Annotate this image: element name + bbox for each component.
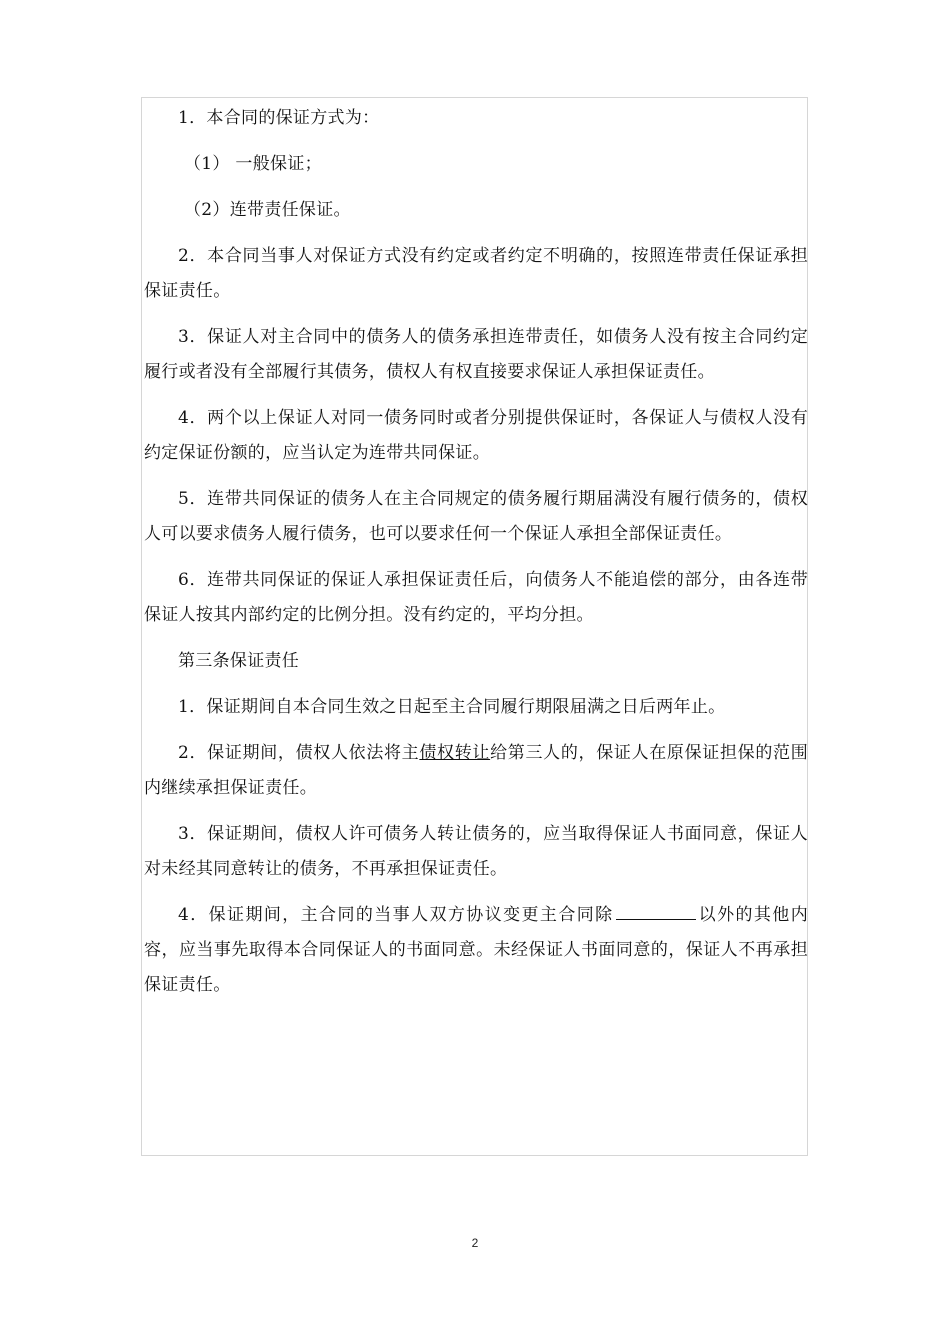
fill-in-blank[interactable]: [616, 901, 696, 920]
article3-clause-3: 3．保证期间，债权人许可债务人转让债务的，应当取得保证人书面同意，保证人对未经其同意转让的债务，不再承担保证责任。: [144, 824, 808, 879]
clause-text-after: 以外的其他内容，应当事先取得本合同保证人的书面同意。未经保证人书面同意的，保证人不再承担保证责任。: [144, 905, 808, 995]
underlined-term: 债权转让: [419, 743, 491, 763]
clause-text-before: 2．保证期间，债权人依法将主: [178, 743, 420, 763]
clause-1: 1．本合同的保证方式为：: [178, 108, 380, 128]
page-number: 2: [471, 1236, 479, 1250]
clause-text-before: 4．保证期间，主合同的当事人双方协议变更主合同除: [178, 905, 614, 925]
clause-text-after: 给第三人的，保证人在原保证担保的范围内继续承担保证责任。: [144, 743, 809, 798]
article3-clause-1: 1．保证期间自本合同生效之日起至主合同履行期限届满之日后两年止。: [178, 697, 726, 717]
clause-3: 3．保证人对主合同中的债务人的债务承担连带责任，如债务人没有按主合同约定履行或者没有全部履行其债务，债权人有权直接要求保证人承担保证责任。: [144, 327, 808, 382]
clause-2: 2．本合同当事人对保证方式没有约定或者约定不明确的，按照连带责任保证承担保证责任。: [144, 246, 808, 301]
document-body: [144, 101, 808, 1014]
article3-clause-4: [144, 898, 808, 1003]
clause-4: 4．两个以上保证人对同一债务同时或者分别提供保证时，各保证人与债权人没有约定保证份额的，应当认定为连带共同保证。: [144, 408, 808, 463]
option-joint-liability: （2）连带责任保证。: [184, 200, 351, 220]
clause-6: 6．连带共同保证的保证人承担保证责任后，向债务人不能追偿的部分，由各连带保证人按其内部约定的比例分担。没有约定的，平均分担。: [144, 570, 808, 625]
clause-5: 5．连带共同保证的债务人在主合同规定的债务履行期届满没有履行债务的，债权人可以要求债务人履行债务，也可以要求任何一个保证人承担全部保证责任。: [144, 489, 808, 544]
option-general-guarantee: （1） 一般保证；: [184, 154, 322, 174]
section-heading: 第三条保证责任: [178, 651, 300, 671]
article3-clause-2: [144, 736, 808, 806]
